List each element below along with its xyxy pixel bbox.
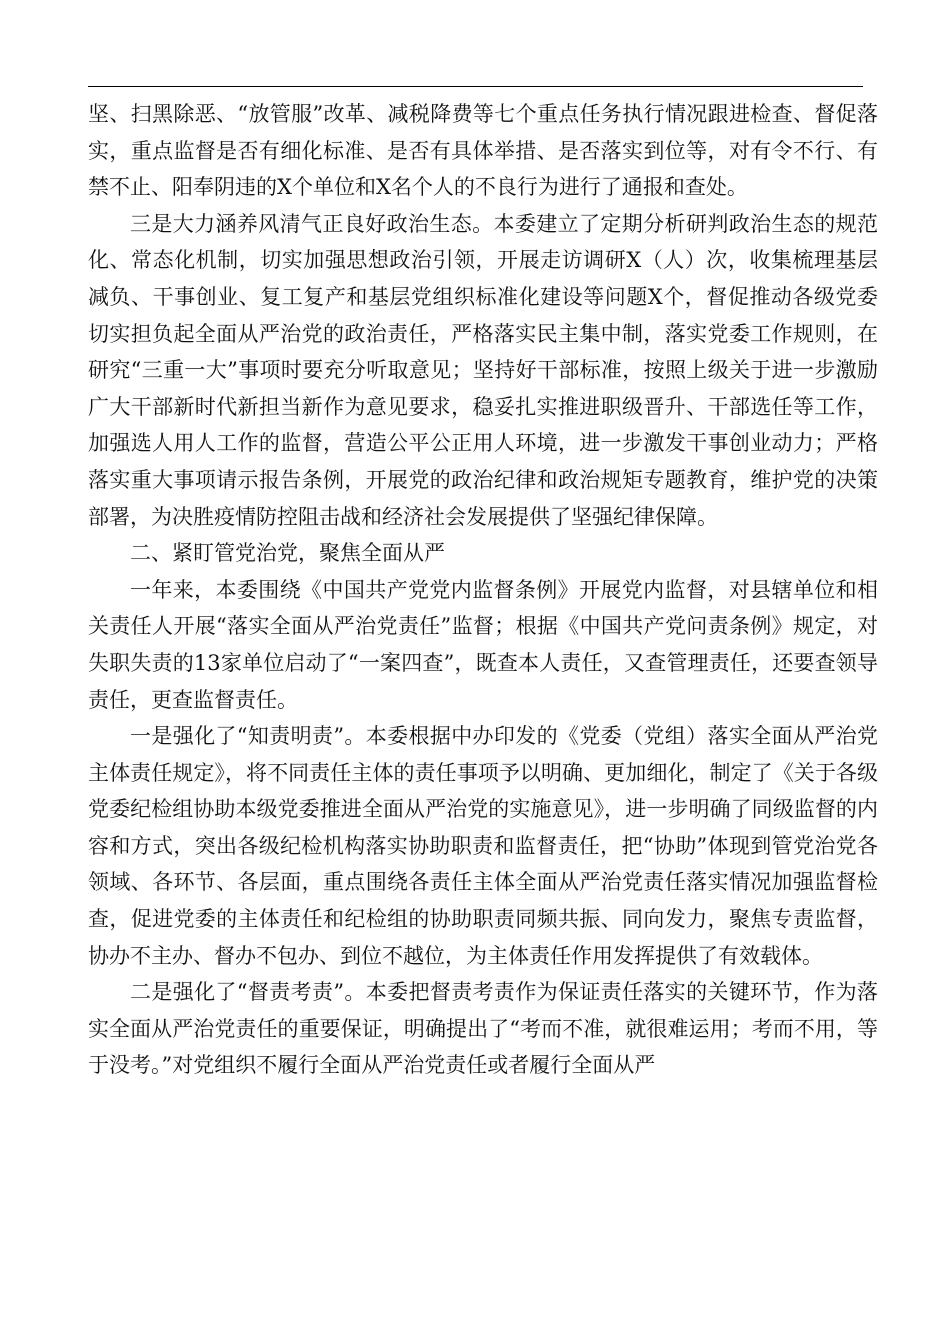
- paragraph-party-supervision: 一年来，本委围绕《中国共产党党内监督条例》开展党内监督，对县辖单位和相关责任人开展“落实全面从严治党责任”监督；根据《中国共产党问责条例》规定，对失职失责的13家单位启动了“一案四查”，既查本人责任，又查管理责任，还要查领导责任，更查监督责任。: [88, 577, 878, 712]
- paragraph-know-responsibility: 一是强化了“知责明责”。本委根据中办印发的《党委（党组）落实全面从严治党主体责任规定》，将不同责任主体的责任事项予以明确、更加细化，制定了《关于各级党委纪检组协助本级党委推进全面从严治党的实施意见》，进一步明确了同级监督的内容和方式，突出各级纪检机构落实协助职责和监督责任，把“协助”体现到管党治党各领域、各环节、各层面，重点围绕各责任主体全面从严治党责任落实情况加强监督检查，促进党委的主体责任和纪检组的协助职责同频共振、同向发力，聚焦专责监督，协办不主办、督办不包办、到位不越位，为主体责任作用发挥提供了有效载体。: [88, 724, 878, 968]
- document-body: [88, 96, 878, 1084]
- header-rule: [88, 86, 863, 87]
- paragraph-political-ecology: 三是大力涵养风清气正良好政治生态。本委建立了定期分析研判政治生态的规范化、常态化机制，切实加强思想政治引领，开展走访调研X（人）次，收集梳理基层减负、干事创业、复工复产和基层党组织标准化建设等问题X个，督促推动各级党委切实担负起全面从严治党的政治责任，严格落实民主集中制，落实党委工作规则，在研究“三重一大”事项时要充分听取意见；坚持好干部标准，按照上级关于进一步激励广大干部新时代新担当新作为意见要求，稳妥扎实推进职级晋升、干部选任等工作，加强选人用人工作的监督，营造公平公正用人环境，进一步激发干事创业动力；严格落实重大事项请示报告条例，开展党的政治纪律和政治规矩专题教育，维护党的决策部署，为决胜疫情防控阻击战和经济社会发展提供了坚强纪律保障。: [88, 211, 878, 529]
- section-heading: 二、紧盯管党治党，聚焦全面从严: [130, 541, 445, 566]
- paragraph-supervise-responsibility: 二是强化了“督责考责”。本委把督责考责作为保证责任落实的关键环节，作为落实全面从严治党责任的重要保证，明确提出了“考而不准，就很难运用；考而不用，等于没考。”对党组织不履行全面从严治党责任或者履行全面从严: [88, 980, 878, 1078]
- paragraph-continued: 坚、扫黑除恶、“放管服”改革、减税降费等七个重点任务执行情况跟进检查、督促落实，重点监督是否有细化标准、是否有具体举措、是否落实到位等，对有令不行、有禁不止、阳奉阴违的X个单位和X名个人的不良行为进行了通报和查处。: [88, 102, 878, 200]
